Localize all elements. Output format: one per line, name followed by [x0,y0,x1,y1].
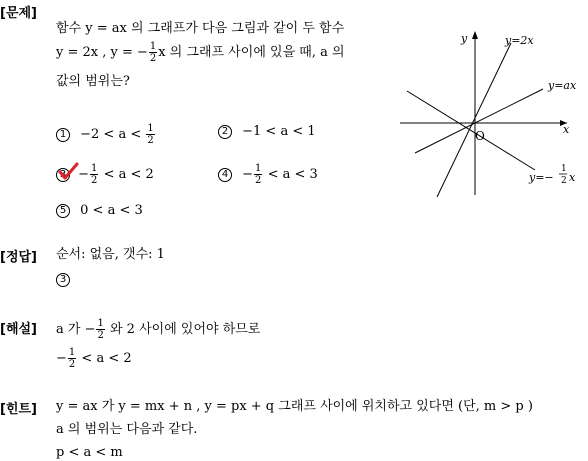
problem-section-label: [문제] [0,6,37,21]
answer-choice [56,271,70,289]
choice-1[interactable]: 1 −2 < a < $\frac{1}{2}$ [56,123,156,146]
explanation-line-1: a 가 − $\frac{1}{2}$ 와 2 사이에 있어야 하므로 [56,318,261,341]
hint-line-1: y = ax 가 y = mx + n , y = px + q 그래프 사이에 위치하고 있다면 (단, m > p ) [56,399,533,414]
problem-line-1: 함수 y = ax 의 그래프가 다음 그림과 같이 두 함수 [56,21,345,36]
line-neg-half-den: 2 [561,176,567,186]
problem-line-2: y = 2x , y = − $\frac{1}{2}$ x 의 그래프 사이에 있을 때, a 의 [56,41,345,64]
answer-text: 순서: 없음, 갯수: 1 [56,247,165,262]
hint-line-3: p < a < m [56,445,123,460]
hint-line-2: a 의 범위는 다음과 같다. [56,422,198,437]
problem-line-3: 값의 범위는? [56,74,130,89]
line-2x-label: y=2x [505,34,534,47]
y-axis-arrow-icon [472,31,478,39]
fraction: $\frac{1}{2}$ [149,41,157,64]
origin-label: O [475,129,485,143]
explanation-line-2: − $\frac{1}{2}$ < a < 2 [56,347,132,370]
choice-number: 5 [56,204,70,218]
answer-section-label: [정답] [0,250,37,265]
line-neg-half-num: 1 [561,164,567,174]
fraction: $\frac{1}{2}$ [68,347,76,370]
fraction: $\frac{1}{2}$ [147,123,154,146]
answer-choice-number: 3 [56,273,70,287]
line-neg-half-label: y=− [529,171,554,184]
choice-number: 2 [218,125,232,139]
x-axis-label: x [563,123,570,136]
y-axis-label: y [461,32,468,45]
fraction: $\frac{1}{2}$ [97,318,104,341]
choice-number: 4 [218,168,232,182]
fraction: $\frac{1}{2}$ [255,163,262,186]
check-mark-icon [56,160,80,184]
choice-5[interactable]: 5 0 < a < 3 [56,202,143,220]
choice-2[interactable]: 2 −1 < a < 1 [218,123,316,141]
line-y-ax [415,89,543,153]
choice-number: 1 [56,128,70,142]
line-y-2x [437,43,511,197]
fraction: $\frac{1}{2}$ [91,163,98,186]
hint-section-label: [힌트] [0,402,37,417]
graph [395,25,585,200]
choice-4[interactable]: 4 − $\frac{1}{2}$ < a < 3 [218,163,318,186]
line-neg-half-x: x [569,171,576,184]
explanation-section-label: [해설] [0,322,37,337]
line-ax-label: y=ax [548,79,577,92]
choice-number: 3 [56,168,70,182]
choice-3[interactable]: 3 − $\frac{1}{2}$ < a < 2 [56,163,154,186]
